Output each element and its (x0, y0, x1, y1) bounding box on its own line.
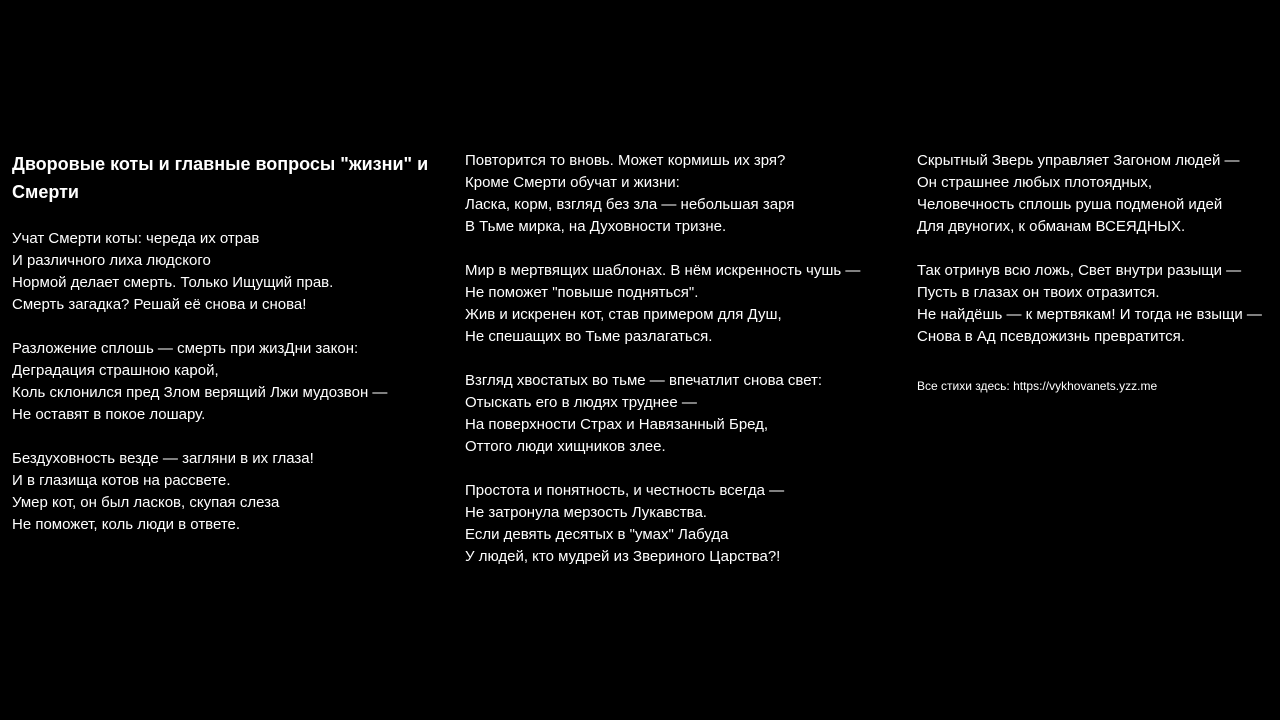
poem-line: Не спешащих во Тьме разлагаться. (465, 328, 713, 345)
stanza (465, 480, 905, 568)
stanza (465, 370, 905, 458)
poem-line: Если девять десятых в "умах" Лабуда (465, 526, 729, 543)
stanza (465, 260, 905, 348)
poem-line: Коль склонился пред Злом верящий Лжи мудозвон — (12, 384, 388, 401)
stanza (12, 448, 452, 536)
poem-line: Не затронула мерзость Лукавства. (465, 504, 707, 521)
poem-line: Учат Смерти коты: череда их отрав (12, 230, 260, 247)
poem-line: Смерть загадка? Решай её снова и снова! (12, 296, 307, 313)
poem-line: Человечность сплошь руша подменой идей (917, 196, 1223, 213)
poem-line: Снова в Ад псевдожизнь превратится. (917, 328, 1185, 345)
stanza (12, 228, 452, 316)
stanza (12, 338, 452, 426)
poem-line: На поверхности Страх и Навязанный Бред, (465, 416, 769, 433)
poem-line: Повторится то вновь. Может кормишь их зря? (465, 152, 786, 169)
poem-line: У людей, кто мудрей из Звериного Царства?! (465, 548, 781, 565)
poem-line: Не поможет "повыше подняться". (465, 284, 699, 301)
poem-line: Мир в мертвящих шаблонах. В нём искренность чушь — (465, 262, 861, 279)
poem-line: Бездуховность везде — загляни в их глаза! (12, 450, 314, 467)
poem-line: Пусть в глазах он твоих отразится. (917, 284, 1160, 301)
poem-line: Отыскать его в людях труднее — (465, 394, 697, 411)
all-poems-link[interactable]: Все стихи здесь: https://vykhovanets.yzz.me (917, 379, 1158, 393)
poem-line: Так отринув всю ложь, Свет внутри разыщи — (917, 262, 1242, 279)
poem-column-2 (465, 150, 905, 590)
poem-line: Кроме Смерти обучат и жизни: (465, 174, 680, 191)
poem-line: Не найдёшь — к мертвякам! И тогда не взыщи — (917, 306, 1262, 323)
poem-line: Не оставят в покое лошару. (12, 406, 206, 423)
poem-line: Деградация страшною карой, (12, 362, 219, 379)
poem-line: Разложение сплошь — смерть при жизДни закон: (12, 340, 359, 357)
poem-line: Взгляд хвостатых во тьме — впечатлит снова свет: (465, 372, 823, 389)
poem-line: Простота и понятность, и честность всегда — (465, 482, 785, 499)
poem-line: В Тьме мирка, на Духовности тризне. (465, 218, 727, 235)
poem-column-1 (12, 150, 452, 558)
poem-line: Для двуногих, к обманам ВСЕЯДНЫХ. (917, 218, 1186, 235)
stanza (465, 150, 905, 238)
poem-line: Скрытный Зверь управляет Загоном людей — (917, 152, 1240, 169)
poem-line: И различного лиха людского (12, 252, 211, 269)
poem-line: Ласка, корм, взгляд без зла — небольшая заря (465, 196, 795, 213)
poem-line: Не поможет, коль люди в ответе. (12, 516, 241, 533)
poem-line: Нормой делает смерть. Только Ищущий прав. (12, 274, 334, 291)
stanza (917, 260, 1277, 348)
poem-line: И в глазища котов на рассвете. (12, 472, 231, 489)
poem-line: Жив и искренен кот, став примером для Душ, (465, 306, 782, 323)
poem-column-3 (917, 150, 1277, 394)
stanza (917, 150, 1277, 238)
poem-line: Оттого люди хищников злее. (465, 438, 666, 455)
poem-title: Дворовые коты и главные вопросы "жизни" и Смерти (12, 154, 429, 202)
poem-line: Он страшнее любых плотоядных, (917, 174, 1153, 191)
poem-line: Умер кот, он был ласков, скупая слеза (12, 494, 280, 511)
